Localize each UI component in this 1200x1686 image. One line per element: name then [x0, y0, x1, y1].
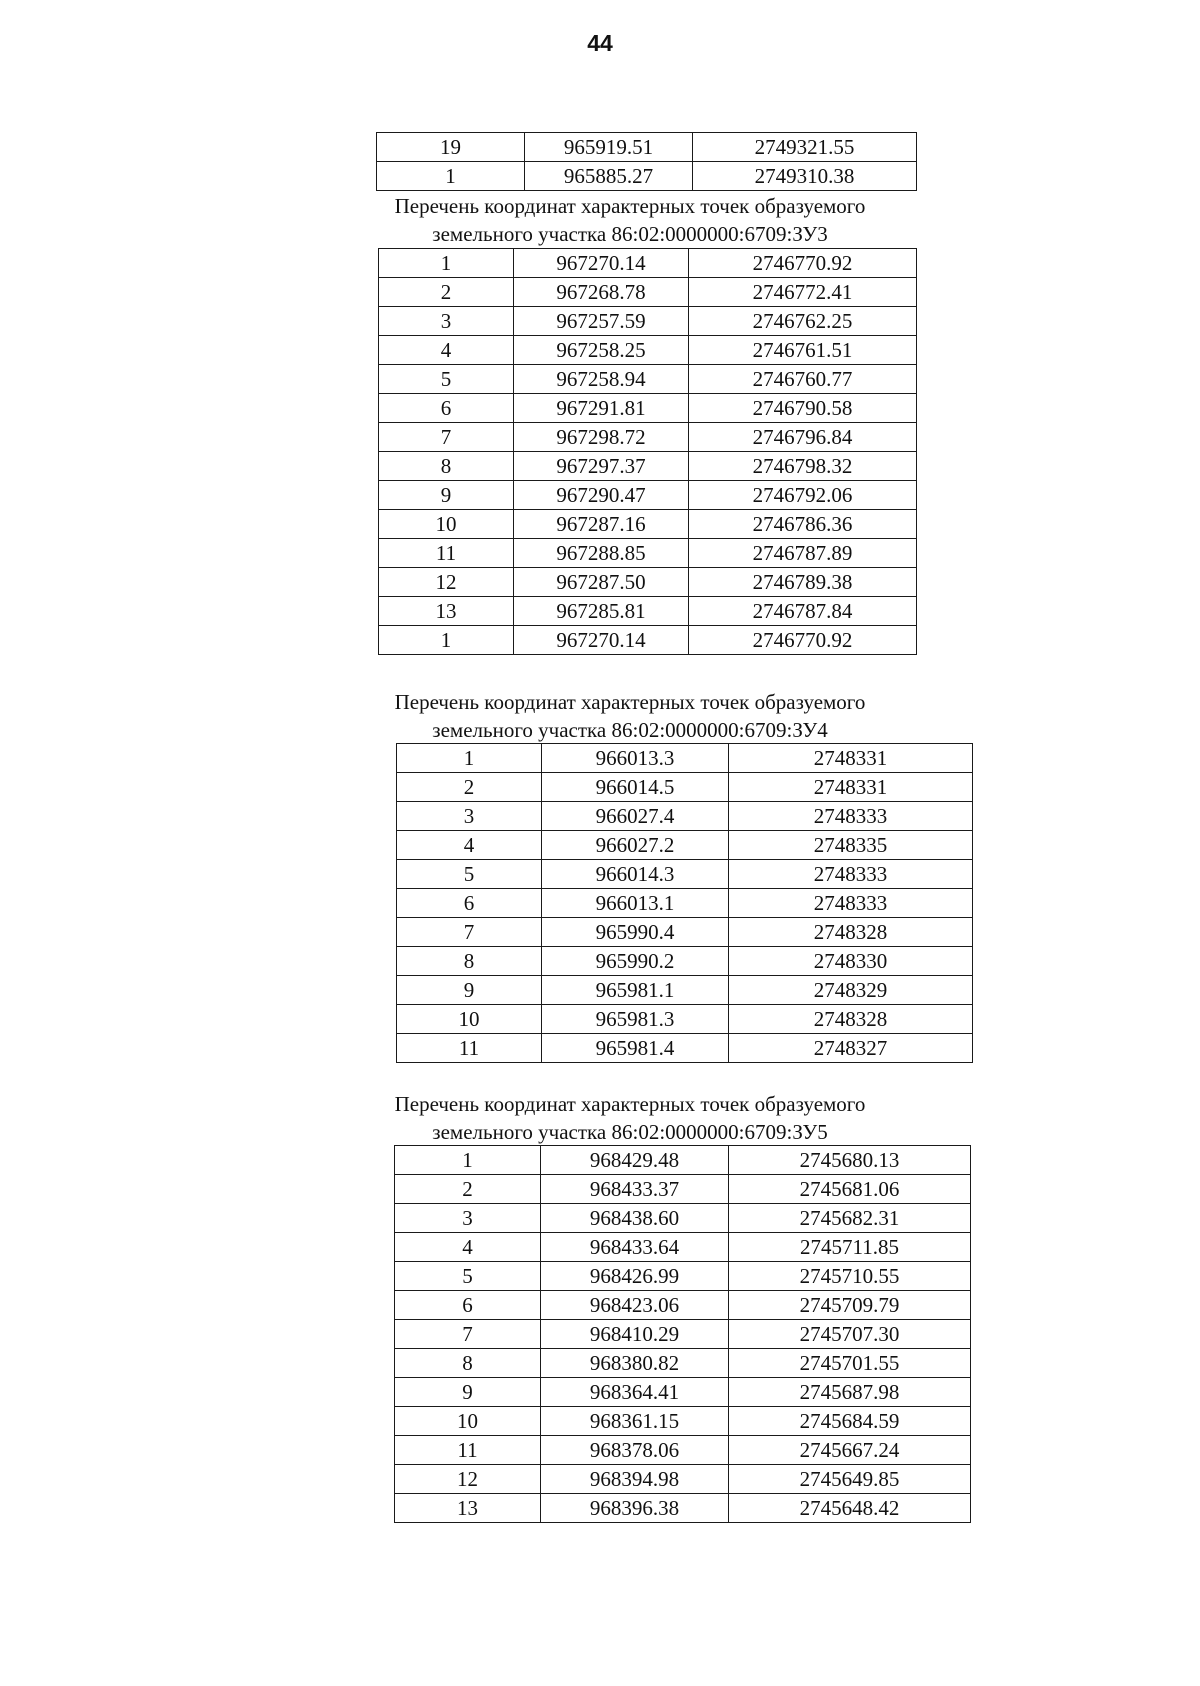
y-coordinate-cell: 2748335 [729, 831, 973, 860]
x-coordinate-cell: 968433.37 [541, 1175, 729, 1204]
section-title-line1: Перечень координат характерных точек образуемого [394, 690, 866, 714]
point-number-cell: 7 [379, 423, 514, 452]
y-coordinate-cell: 2746789.38 [689, 568, 917, 597]
y-coordinate-cell: 2746761.51 [689, 336, 917, 365]
table-row [379, 568, 917, 597]
x-coordinate-cell: 967297.37 [514, 452, 689, 481]
x-coordinate-cell: 967258.94 [514, 365, 689, 394]
table-row [395, 1233, 971, 1262]
y-coordinate-cell: 2746770.92 [689, 626, 917, 655]
table-row [395, 1146, 971, 1175]
table-row [379, 423, 917, 452]
point-number-cell: 12 [379, 568, 514, 597]
table-row [397, 831, 973, 860]
table-row [379, 307, 917, 336]
point-number-cell: 7 [397, 918, 542, 947]
point-number-cell: 3 [397, 802, 542, 831]
table-row [377, 162, 917, 191]
point-number-cell: 7 [395, 1320, 541, 1349]
point-number-cell: 13 [395, 1494, 541, 1523]
point-number-cell: 10 [397, 1005, 542, 1034]
point-number-cell: 3 [395, 1204, 541, 1233]
point-number-cell: 6 [395, 1291, 541, 1320]
y-coordinate-cell: 2745710.55 [729, 1262, 971, 1291]
x-coordinate-cell: 968380.82 [541, 1349, 729, 1378]
table-row [397, 744, 973, 773]
point-number-cell: 13 [379, 597, 514, 626]
point-number-cell: 1 [379, 626, 514, 655]
table-row [397, 976, 973, 1005]
y-coordinate-cell: 2748328 [729, 1005, 973, 1034]
table-row [397, 773, 973, 802]
point-number-cell: 6 [379, 394, 514, 423]
x-coordinate-cell: 968378.06 [541, 1436, 729, 1465]
point-number-cell: 10 [379, 510, 514, 539]
point-number-cell: 6 [397, 889, 542, 918]
point-number-cell: 9 [397, 976, 542, 1005]
y-coordinate-cell: 2745648.42 [729, 1494, 971, 1523]
table-row [397, 802, 973, 831]
x-coordinate-cell: 967268.78 [514, 278, 689, 307]
y-coordinate-cell: 2746762.25 [689, 307, 917, 336]
point-number-cell: 10 [395, 1407, 541, 1436]
y-coordinate-cell: 2745711.85 [729, 1233, 971, 1262]
page-number: 44 [587, 30, 613, 56]
point-number-cell: 9 [395, 1378, 541, 1407]
x-coordinate-cell: 966027.4 [542, 802, 729, 831]
table-row [379, 510, 917, 539]
x-coordinate-cell: 965990.4 [542, 918, 729, 947]
point-number-cell: 3 [379, 307, 514, 336]
point-number-cell: 5 [379, 365, 514, 394]
coordinates-table-zu4 [396, 743, 973, 1063]
x-coordinate-cell: 967257.59 [514, 307, 689, 336]
table-row [395, 1407, 971, 1436]
table-row [379, 539, 917, 568]
y-coordinate-cell: 2745649.85 [729, 1465, 971, 1494]
y-coordinate-cell: 2746798.32 [689, 452, 917, 481]
y-coordinate-cell: 2745680.13 [729, 1146, 971, 1175]
point-number-cell: 8 [397, 947, 542, 976]
x-coordinate-cell: 967258.25 [514, 336, 689, 365]
x-coordinate-cell: 965981.3 [542, 1005, 729, 1034]
x-coordinate-cell: 965885.27 [525, 162, 693, 191]
point-number-cell: 1 [377, 162, 525, 191]
y-coordinate-cell: 2746796.84 [689, 423, 917, 452]
coordinates-table-zu3 [378, 248, 917, 655]
point-number-cell: 9 [379, 481, 514, 510]
x-coordinate-cell: 967285.81 [514, 597, 689, 626]
y-coordinate-cell: 2749310.38 [693, 162, 917, 191]
table-row [379, 452, 917, 481]
section-title-line2: земельного участка 86:02:0000000:6709:ЗУ3 [432, 222, 828, 246]
y-coordinate-cell: 2748333 [729, 860, 973, 889]
y-coordinate-cell: 2745682.31 [729, 1204, 971, 1233]
x-coordinate-cell: 968396.38 [541, 1494, 729, 1523]
x-coordinate-cell: 965981.4 [542, 1034, 729, 1063]
x-coordinate-cell: 967287.50 [514, 568, 689, 597]
y-coordinate-cell: 2746787.89 [689, 539, 917, 568]
x-coordinate-cell: 965919.51 [525, 133, 693, 162]
x-coordinate-cell: 965990.2 [542, 947, 729, 976]
point-number-cell: 2 [395, 1175, 541, 1204]
point-number-cell: 1 [379, 249, 514, 278]
point-number-cell: 11 [397, 1034, 542, 1063]
y-coordinate-cell: 2745684.59 [729, 1407, 971, 1436]
point-number-cell: 4 [397, 831, 542, 860]
y-coordinate-cell: 2748333 [729, 802, 973, 831]
y-coordinate-cell: 2746792.06 [689, 481, 917, 510]
table-row [395, 1262, 971, 1291]
x-coordinate-cell: 967270.14 [514, 249, 689, 278]
y-coordinate-cell: 2748329 [729, 976, 973, 1005]
table-row [379, 597, 917, 626]
table-row [379, 481, 917, 510]
y-coordinate-cell: 2748330 [729, 947, 973, 976]
section-title-line2: земельного участка 86:02:0000000:6709:ЗУ5 [432, 1120, 828, 1144]
y-coordinate-cell: 2748328 [729, 918, 973, 947]
point-number-cell: 5 [397, 860, 542, 889]
section-title-line2: земельного участка 86:02:0000000:6709:ЗУ4 [432, 718, 828, 742]
coordinates-table-zu5 [394, 1145, 971, 1523]
x-coordinate-cell: 965981.1 [542, 976, 729, 1005]
x-coordinate-cell: 968394.98 [541, 1465, 729, 1494]
y-coordinate-cell: 2745667.24 [729, 1436, 971, 1465]
point-number-cell: 8 [379, 452, 514, 481]
y-coordinate-cell: 2746790.58 [689, 394, 917, 423]
y-coordinate-cell: 2746787.84 [689, 597, 917, 626]
section-title-zu3 [330, 192, 930, 248]
table-row [397, 1034, 973, 1063]
table-row [379, 365, 917, 394]
point-number-cell: 19 [377, 133, 525, 162]
y-coordinate-cell: 2748333 [729, 889, 973, 918]
table-row [395, 1320, 971, 1349]
y-coordinate-cell: 2746770.92 [689, 249, 917, 278]
table-row [379, 249, 917, 278]
section-title-zu5 [330, 1090, 930, 1146]
section-title-line1: Перечень координат характерных точек образуемого [394, 1092, 866, 1116]
table-row [395, 1465, 971, 1494]
y-coordinate-cell: 2746772.41 [689, 278, 917, 307]
x-coordinate-cell: 968364.41 [541, 1378, 729, 1407]
table-row [379, 278, 917, 307]
table-row [395, 1378, 971, 1407]
table-row [397, 947, 973, 976]
y-coordinate-cell: 2745681.06 [729, 1175, 971, 1204]
coordinates-table-continuation [376, 132, 917, 191]
x-coordinate-cell: 968423.06 [541, 1291, 729, 1320]
table-row [395, 1349, 971, 1378]
y-coordinate-cell: 2748331 [729, 744, 973, 773]
table-row [379, 336, 917, 365]
table-row [379, 394, 917, 423]
table-row [397, 918, 973, 947]
section-title-zu4 [330, 688, 930, 744]
table-row [397, 860, 973, 889]
table-row [395, 1436, 971, 1465]
y-coordinate-cell: 2745701.55 [729, 1349, 971, 1378]
table-row [397, 1005, 973, 1034]
point-number-cell: 11 [395, 1436, 541, 1465]
table-row [379, 626, 917, 655]
x-coordinate-cell: 968433.64 [541, 1233, 729, 1262]
point-number-cell: 11 [379, 539, 514, 568]
x-coordinate-cell: 968410.29 [541, 1320, 729, 1349]
x-coordinate-cell: 967288.85 [514, 539, 689, 568]
point-number-cell: 2 [379, 278, 514, 307]
point-number-cell: 12 [395, 1465, 541, 1494]
x-coordinate-cell: 966013.3 [542, 744, 729, 773]
x-coordinate-cell: 966013.1 [542, 889, 729, 918]
x-coordinate-cell: 967287.16 [514, 510, 689, 539]
y-coordinate-cell: 2745709.79 [729, 1291, 971, 1320]
x-coordinate-cell: 966027.2 [542, 831, 729, 860]
table-row [395, 1175, 971, 1204]
point-number-cell: 5 [395, 1262, 541, 1291]
table-row [395, 1204, 971, 1233]
table-row [377, 133, 917, 162]
x-coordinate-cell: 967291.81 [514, 394, 689, 423]
point-number-cell: 4 [395, 1233, 541, 1262]
y-coordinate-cell: 2749321.55 [693, 133, 917, 162]
x-coordinate-cell: 968438.60 [541, 1204, 729, 1233]
section-title-line1: Перечень координат характерных точек образуемого [394, 194, 866, 218]
x-coordinate-cell: 967290.47 [514, 481, 689, 510]
point-number-cell: 4 [379, 336, 514, 365]
point-number-cell: 8 [395, 1349, 541, 1378]
x-coordinate-cell: 968429.48 [541, 1146, 729, 1175]
x-coordinate-cell: 966014.5 [542, 773, 729, 802]
y-coordinate-cell: 2745707.30 [729, 1320, 971, 1349]
y-coordinate-cell: 2748331 [729, 773, 973, 802]
table-row [395, 1494, 971, 1523]
y-coordinate-cell: 2746786.36 [689, 510, 917, 539]
x-coordinate-cell: 968361.15 [541, 1407, 729, 1436]
y-coordinate-cell: 2745687.98 [729, 1378, 971, 1407]
y-coordinate-cell: 2748327 [729, 1034, 973, 1063]
point-number-cell: 1 [395, 1146, 541, 1175]
table-row [397, 889, 973, 918]
point-number-cell: 2 [397, 773, 542, 802]
table-row [395, 1291, 971, 1320]
x-coordinate-cell: 968426.99 [541, 1262, 729, 1291]
point-number-cell: 1 [397, 744, 542, 773]
x-coordinate-cell: 967270.14 [514, 626, 689, 655]
x-coordinate-cell: 966014.3 [542, 860, 729, 889]
x-coordinate-cell: 967298.72 [514, 423, 689, 452]
y-coordinate-cell: 2746760.77 [689, 365, 917, 394]
